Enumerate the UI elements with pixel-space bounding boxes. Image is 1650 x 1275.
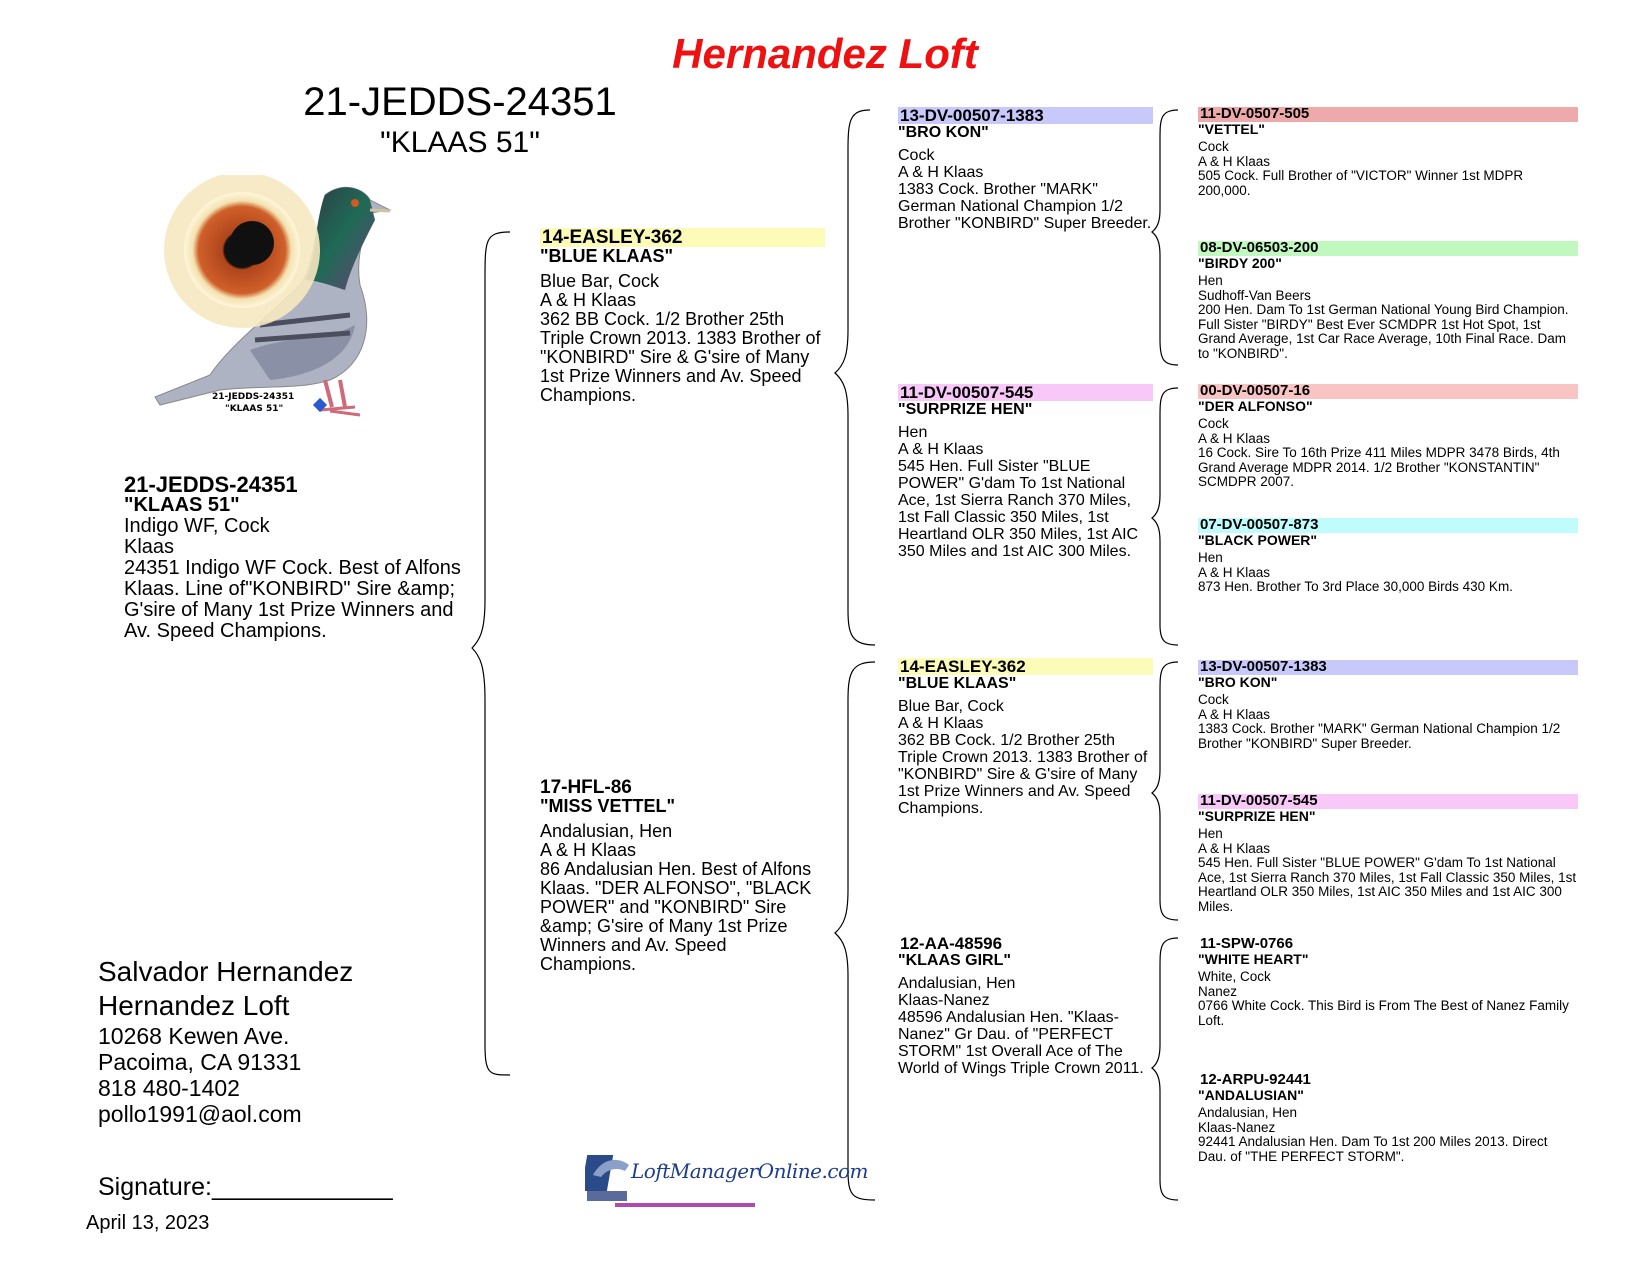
subject-band: 21-JEDDS-24351 <box>124 472 298 497</box>
gen3-4-notes: 1383 Cock. Brother "MARK" German National Champion 1/2 Brother "KONBIRD" Super Breeder. <box>1198 721 1561 751</box>
gen2-3-notes: 48596 Andalusian Hen. "Klaas-Nanez" Gr Dau. of "PERFECT STORM" 1st Overall Ace of The World of Wings Triple Crown 2011. <box>898 1009 1144 1077</box>
gen3-6-notes: 0766 White Cock. This Bird is From The Best of Nanez Family Loft. <box>1198 998 1569 1028</box>
gen2-0-color-sex: Cock <box>898 147 935 164</box>
gen2-2-color-sex: Blue Bar, Cock <box>898 698 1004 715</box>
gen3-1-band: 08-DV-06503-200 <box>1198 241 1578 256</box>
gen3-4-color-sex: Cock <box>1198 692 1229 707</box>
gen3-card-5 <box>1198 794 1578 914</box>
photo-caption-name: "KLAAS 51" <box>225 404 284 414</box>
gen2-1-notes: 545 Hen. Full Sister "BLUE POWER" G'dam To 1st National Ace, 1st Sierra Ranch 370 Miles, 1st Fall Classic 350 Miles, 1st Heartland OLR 350 Miles, 1st AIC 350 Miles and 1st AIC 300 Miles. <box>898 458 1139 560</box>
gen2-3-band: 12-AA-48596 <box>900 934 1003 953</box>
gen3-3-notes: 873 Hen. Brother To 3rd Place 30,000 Birds 430 Km. <box>1198 579 1513 594</box>
dam-band: 17-HFL-86 <box>540 777 632 798</box>
sire-breeder: A & H Klaas <box>540 290 637 310</box>
sire-card <box>540 228 825 405</box>
gen2-3-name: "KLAAS GIRL" <box>898 952 1011 969</box>
grandsire-maternal-card <box>898 658 1153 817</box>
subject-card <box>124 474 464 642</box>
subject-band-heading: 21-JEDDS-24351 <box>303 80 617 124</box>
gen3-4-band: 13-DV-00507-1383 <box>1198 660 1578 675</box>
subject-name-heading: "KLAAS 51" <box>380 126 540 159</box>
gen3-1-color-sex: Hen <box>1198 273 1223 288</box>
print-date: April 13, 2023 <box>86 1212 210 1234</box>
gen3-1-breeder: Sudhoff-Van Beers <box>1198 287 1311 303</box>
gen3-0-breeder: A & H Klaas <box>1198 153 1271 169</box>
gen3-6-color-sex: White, Cock <box>1198 969 1271 984</box>
gen2-3-breeder: Klaas-Nanez <box>898 992 990 1009</box>
gen3-card-0 <box>1198 107 1578 198</box>
gen3-0-notes: 505 Cock. Full Brother of "VICTOR" Winner 1st MDPR 200,000. <box>1198 168 1524 198</box>
gen3-0-band: 11-DV-0507-505 <box>1198 107 1578 122</box>
dam-name: "MISS VETTEL" <box>540 796 676 816</box>
gen3-5-color-sex: Hen <box>1198 826 1223 841</box>
dam-card <box>540 778 825 974</box>
gen3-card-4 <box>1198 660 1578 751</box>
gen3-6-breeder: Nanez <box>1198 983 1238 999</box>
gen2-3-color-sex: Andalusian, Hen <box>898 975 1016 992</box>
owner-name: Salvador Hernandez <box>98 956 354 987</box>
gen3-0-name: "VETTEL" <box>1198 120 1265 137</box>
gen3-7-breeder: Klaas-Nanez <box>1198 1119 1276 1135</box>
gen3-4-breeder: A & H Klaas <box>1198 706 1271 722</box>
gen3-1-notes: 200 Hen. Dam To 1st German National Young Bird Champion. Full Sister "BIRDY" Best Ever SCMDPR 1st Hot Spot, 1st Grand Average, 1st Car Race Average, 10th Final Race. Dam to "KONBIRD". <box>1198 302 1569 361</box>
gen3-4-name: "BRO KON" <box>1198 673 1278 690</box>
granddam-maternal-card <box>898 935 1153 1077</box>
gen2-0-band: 13-DV-00507-1383 <box>898 107 1153 124</box>
photo-caption-band: 21-JEDDS-24351 <box>212 392 295 402</box>
gen3-card-3 <box>1198 518 1578 595</box>
logo-text: LoftManagerOnline.com <box>631 1159 869 1183</box>
gen3-5-notes: 545 Hen. Full Sister "BLUE POWER" G'dam To 1st National Ace, 1st Sierra Ranch 370 Miles, 1st Fall Classic 350 Miles, 1st Heartland OLR 350 Miles, 1st AIC 350 Miles and 1st AIC 300 Miles. <box>1198 855 1577 914</box>
sire-color-sex: Blue Bar, Cock <box>540 271 660 291</box>
gen3-3-name: "BLACK POWER" <box>1198 531 1318 548</box>
gen3-2-breeder: A & H Klaas <box>1198 430 1271 446</box>
gen3-5-name: "SURPRIZE HEN" <box>1198 807 1316 824</box>
gen2-0-name: "BRO KON" <box>898 124 989 141</box>
owner-loft: Hernandez Loft <box>98 990 290 1021</box>
gen2-2-name: "BLUE KLAAS" <box>898 675 1017 692</box>
gen2-1-band: 11-DV-00507-545 <box>898 384 1153 401</box>
dam-notes: 86 Andalusian Hen. Best of Alfons Klaas. "DER ALFONSO", "BLACK POWER" and "KONBIRD" Sire &amp; G'sire of Many 1st Prize Winners and Av. Speed Champions. <box>540 859 812 974</box>
signature-line: Signature:_____________ <box>98 1173 393 1201</box>
owner-address: 10268 Kewen Ave. <box>98 1023 290 1049</box>
owner-phone: 818 480-1402 <box>98 1075 240 1101</box>
gen2-1-color-sex: Hen <box>898 424 928 441</box>
gen3-7-band: 12-ARPU-92441 <box>1200 1071 1311 1088</box>
gen3-card-7 <box>1198 1073 1578 1164</box>
gen3-6-name: "WHITE HEART" <box>1198 950 1309 967</box>
loft-title: Hernandez Loft <box>672 30 978 77</box>
gen3-7-name: "ANDALUSIAN" <box>1198 1086 1304 1103</box>
gen2-0-notes: 1383 Cock. Brother "MARK" German National Champion 1/2 Brother "KONBIRD" Super Breeder. <box>898 181 1152 232</box>
subject-color-sex: Indigo WF, Cock <box>124 515 270 537</box>
grandsire-paternal-card <box>898 107 1153 232</box>
gen3-6-band: 11-SPW-0766 <box>1200 935 1294 952</box>
owner-email: pollo1991@aol.com <box>98 1101 302 1127</box>
sire-band: 14-EASLEY-362 <box>540 228 825 247</box>
gen3-1-name: "BIRDY 200" <box>1198 254 1282 271</box>
gen3-2-name: "DER ALFONSO" <box>1198 397 1313 414</box>
gen2-0-breeder: A & H Klaas <box>898 164 984 181</box>
gen3-3-breeder: A & H Klaas <box>1198 564 1271 580</box>
granddam-paternal-card <box>898 384 1153 560</box>
gen2-1-name: "SURPRIZE HEN" <box>898 401 1033 418</box>
sire-name: "BLUE KLAAS" <box>540 246 674 266</box>
loftmanager-logo <box>585 1145 869 1215</box>
gen3-5-breeder: A & H Klaas <box>1198 840 1271 856</box>
gen3-0-color-sex: Cock <box>1198 139 1229 154</box>
dam-breeder: A & H Klaas <box>540 840 637 860</box>
gen2-2-band: 14-EASLEY-362 <box>898 658 1153 675</box>
gen3-card-6 <box>1198 937 1578 1028</box>
owner-info <box>98 955 498 1127</box>
sire-notes: 362 BB Cock. 1/2 Brother 25th Triple Crown 2013. 1383 Brother of "KONBIRD" Sire & G'sire of Many 1st Prize Winners and Av. Speed Champions. <box>540 309 821 405</box>
gen3-5-band: 11-DV-00507-545 <box>1198 794 1578 809</box>
subject-name: "KLAAS 51" <box>124 494 240 516</box>
gen2-2-notes: 362 BB Cock. 1/2 Brother 25th Triple Crown 2013. 1383 Brother of "KONBIRD" Sire & G'sire of Many 1st Prize Winners and Av. Speed Champions. <box>898 732 1148 817</box>
gen3-3-band: 07-DV-00507-873 <box>1198 518 1578 533</box>
dam-color-sex: Andalusian, Hen <box>540 821 673 841</box>
subject-notes: 24351 Indigo WF Cock. Best of Alfons Klaas. Line of"KONBIRD" Sire &amp; G'sire of Many 1st Prize Winners and Av. Speed Champions. <box>124 557 461 642</box>
gen3-card-1 <box>1198 241 1578 361</box>
gen3-7-color-sex: Andalusian, Hen <box>1198 1105 1298 1120</box>
owner-city: Pacoima, CA 91331 <box>98 1049 302 1075</box>
gen3-2-notes: 16 Cock. Sire To 16th Prize 411 Miles MDPR 3478 Birds, 4th Grand Average MDPR 2014. 1/2 Brother "KONSTANTIN" SCMDPR 2007. <box>1198 445 1560 489</box>
gen2-2-breeder: A & H Klaas <box>898 715 984 732</box>
gen3-3-color-sex: Hen <box>1198 550 1223 565</box>
subject-breeder: Klaas <box>124 536 175 558</box>
gen3-2-color-sex: Cock <box>1198 416 1229 431</box>
gen3-2-band: 00-DV-00507-16 <box>1198 384 1578 399</box>
gen3-7-notes: 92441 Andalusian Hen. Dam To 1st 200 Miles 2013. Direct Dau. of "THE PERFECT STORM". <box>1198 1134 1548 1164</box>
gen3-card-2 <box>1198 384 1578 490</box>
gen2-1-breeder: A & H Klaas <box>898 441 984 458</box>
